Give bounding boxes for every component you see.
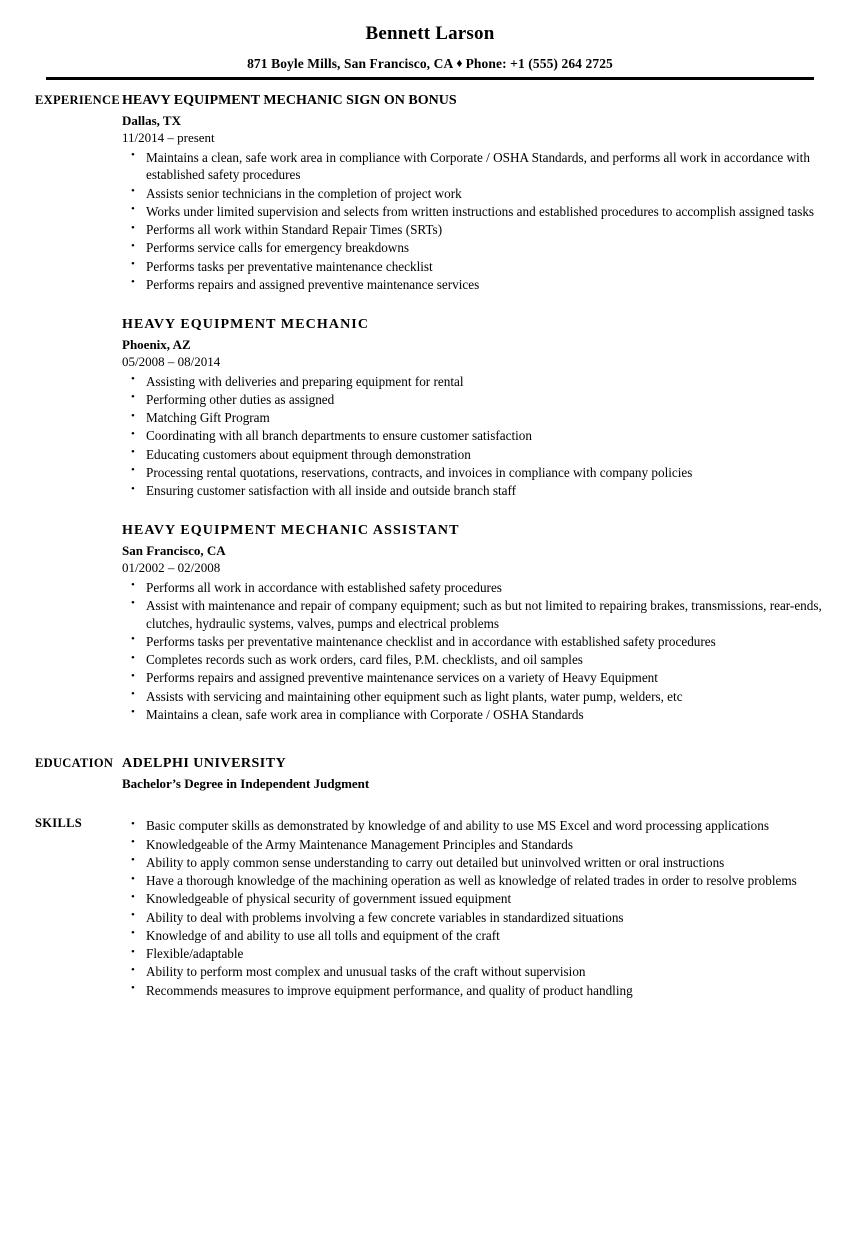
header-divider: [46, 77, 814, 80]
list-item: • Flexible/adaptable: [122, 945, 825, 963]
section-label-skills: SKILLS: [35, 816, 82, 831]
list-item: • Assist with maintenance and repair of company equipment; such as but not limited to repairing brakes, transmissions, rear-ends, clutches, hydraulic systems, valves, pumps and electrical problems: [122, 597, 825, 633]
job-location: Dallas, TX: [122, 113, 181, 129]
skills-body: [122, 815, 860, 1000]
list-item: • Assisting with deliveries and preparing equipment for rental: [122, 373, 825, 391]
list-item: • Recommends measures to improve equipment performance, and quality of product handling: [122, 982, 825, 1000]
list-item: • Performing other duties as assigned: [122, 391, 825, 409]
experience-entry: [122, 92, 825, 294]
list-item: • Educating customers about equipment through demonstration: [122, 446, 825, 464]
list-item: • Have a thorough knowledge of the machining operation as well as knowledge of related trades in order to resolve problems: [122, 872, 825, 890]
job-dates: 01/2002 – 02/2008: [122, 559, 221, 575]
skills-list: [122, 817, 825, 999]
list-item: • Maintains a clean, safe work area in compliance with Corporate / OSHA Standards, and performs all work in accordance with established safety procedures: [122, 149, 825, 185]
list-item: • Completes records such as work orders, card files, P.M. checklists, and oil samples: [122, 651, 825, 669]
list-item: • Performs repairs and assigned preventive maintenance services: [122, 276, 825, 294]
experience-entry: [122, 522, 825, 724]
job-title: HEAVY EQUIPMENT MECHANIC: [122, 316, 370, 332]
list-item: • Maintains a clean, safe work area in compliance with Corporate / OSHA Standards: [122, 706, 825, 724]
resume-header: [0, 0, 860, 80]
list-item: • Performs all work in accordance with established safety procedures: [122, 579, 825, 597]
list-item: • Performs all work within Standard Repair Times (SRTs): [122, 221, 825, 239]
list-item: • Ability to perform most complex and unusual tasks of the craft without supervision: [122, 963, 825, 981]
experience-body: [122, 92, 860, 724]
candidate-name: Bennett Larson: [365, 23, 495, 44]
list-item: • Basic computer skills as demonstrated by knowledge of and ability to use MS Excel and word processing applications: [122, 817, 825, 835]
job-responsibility-list: [122, 149, 825, 294]
list-item: • Knowledgeable of physical security of government issued equipment: [122, 890, 825, 908]
section-label-education: EDUCATION: [35, 756, 114, 771]
list-item: • Knowledge of and ability to use all tolls and equipment of the craft: [122, 927, 825, 945]
education-section: [0, 755, 860, 793]
list-item: • Performs service calls for emergency breakdowns: [122, 239, 825, 257]
list-item: • Coordinating with all branch departments to ensure customer satisfaction: [122, 427, 825, 445]
list-item: • Knowledgeable of the Army Maintenance Management Principles and Standards: [122, 836, 825, 854]
job-dates: 05/2008 – 08/2014: [122, 353, 221, 369]
section-label-experience: EXPERIENCE: [35, 92, 120, 107]
contact-line: [0, 56, 860, 72]
list-item: • Performs repairs and assigned preventive maintenance services on a variety of Heavy Equipment: [122, 669, 825, 687]
list-item: • Ability to apply common sense understanding to carry out detailed but uninvolved written or oral instructions: [122, 854, 825, 872]
diamond-separator-icon: ♦: [456, 56, 463, 71]
job-responsibility-list: [122, 373, 825, 500]
experience-section: [0, 92, 860, 724]
job-location: San Francisco, CA: [122, 543, 226, 559]
list-item: • Ability to deal with problems involving a few concrete variables in standardized situations: [122, 909, 825, 927]
job-title: HEAVY EQUIPMENT MECHANIC SIGN ON BONUS: [122, 92, 457, 108]
experience-entry: [122, 316, 825, 500]
contact-phone: Phone: +1 (555) 264 2725: [465, 55, 613, 71]
list-item: • Matching Gift Program: [122, 409, 825, 427]
contact-address: 871 Boyle Mills, San Francisco, CA: [247, 55, 454, 71]
list-item: • Performs tasks per preventative maintenance checklist: [122, 258, 825, 276]
education-school: ADELPHI UNIVERSITY: [122, 756, 287, 772]
skills-section: [0, 815, 860, 1000]
list-item: • Processing rental quotations, reservations, contracts, and invoices in compliance with company policies: [122, 464, 825, 482]
list-item: • Assists with servicing and maintaining other equipment such as light plants, water pump, welders, etc: [122, 688, 825, 706]
list-item: • Performs tasks per preventative maintenance checklist and in accordance with established safety procedures: [122, 633, 825, 651]
education-body: [122, 755, 860, 793]
list-item: • Works under limited supervision and selects from written instructions and established procedures to accomplish assigned tasks: [122, 203, 825, 221]
job-title: HEAVY EQUIPMENT MECHANIC ASSISTANT: [122, 522, 460, 538]
list-item: • Ensuring customer satisfaction with all inside and outside branch staff: [122, 482, 825, 500]
job-location: Phoenix, AZ: [122, 337, 191, 353]
job-dates: 11/2014 – present: [122, 129, 215, 145]
list-item: • Assists senior technicians in the completion of project work: [122, 185, 825, 203]
education-degree: Bachelor’s Degree in Independent Judgment: [122, 776, 370, 792]
job-responsibility-list: [122, 579, 825, 724]
